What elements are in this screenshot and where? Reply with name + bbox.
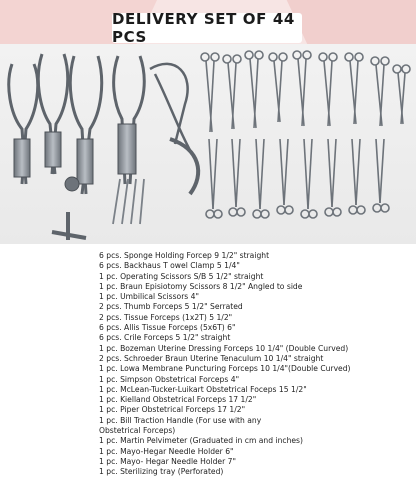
list-item: Obstetrical Forceps): [99, 426, 176, 436]
list-item: 1 pc. Mayo- Hegar Needle Holder 7": [99, 456, 236, 466]
list-item: 1 pc. Simpson Obstetrical Forceps 4": [99, 374, 240, 384]
list-item: 6 pcs. Backhaus T owel Clamp 5 1/4": [99, 261, 240, 271]
list-item: 1 pc. Bozeman Uterine Dressing Forceps 10 1/4" (Double Curved): [99, 343, 349, 353]
list-item: 2 pcs. Thumb Forceps 5 1/2" Serrated: [99, 302, 243, 312]
small-instruments: [201, 51, 410, 218]
kielland-forceps: [114, 56, 145, 184]
page-title: DELIVERY SET OF 44 PCS: [112, 10, 295, 46]
list-item: 6 pcs. Sponge Holding Forcep 9 1/2" straight: [99, 251, 270, 260]
pelvimeter: [150, 64, 198, 194]
list-item: 6 pcs. Allis Tissue Forceps (5x6T) 6": [99, 323, 236, 333]
list-item: 1 pc. Kielland Obstetrical Forceps 17 1/2": [99, 395, 257, 405]
title-banner: [112, 10, 302, 46]
decorative-shape-right: [282, 0, 416, 50]
list-item: 1 pc. McLean-Tucker-Luikart Obstetrical Foceps 15 1/2": [99, 384, 307, 394]
traction-handle: [52, 212, 86, 240]
list-item: 1 pc. Bill Traction Handle (For use with any: [99, 415, 262, 425]
list-item: 2 pcs. Schroeder Braun Uterine Tenaculum 10 1/4" straight: [99, 353, 324, 363]
list-item: 2 pcs. Tissue Forceps (1x2T) 5 1/2": [99, 312, 233, 322]
thumb-forceps: [113, 179, 144, 224]
list-item: 1 pc. Operating Scissors S/B 5 1/2" straight: [99, 271, 264, 281]
obstetrical-forceps-2: [38, 54, 67, 174]
list-item: 1 pc. Mayo-Hegar Needle Holder 6": [99, 446, 234, 456]
obstetrical-forceps-1: [9, 64, 38, 184]
obstetrical-forceps-3: [65, 56, 102, 194]
instruments-illustration: [0, 44, 416, 244]
list-item: 6 pcs. Crile Forceps 5 1/2" straight: [99, 333, 231, 343]
list-item: 1 pc. Lowa Membrane Puncturing Forceps 10 1/4"(Double Curved): [99, 364, 351, 374]
list-item: 1 pc. Martin Pelvimeter (Graduated in cm and inches): [99, 436, 303, 446]
item-list: [99, 251, 409, 478]
instruments-photo: [0, 44, 416, 244]
list-item: 1 pc. Braun Episiotomy Scissors 8 1/2" Angled to side: [99, 281, 303, 291]
list-item: 1 pc. Piper Obstetrical Forceps 17 1/2": [99, 405, 246, 415]
list-item: 1 pc. Umbilical Scissors 4": [99, 292, 200, 302]
list-item: 1 pc. Sterilizing tray (Perforated): [99, 467, 224, 477]
